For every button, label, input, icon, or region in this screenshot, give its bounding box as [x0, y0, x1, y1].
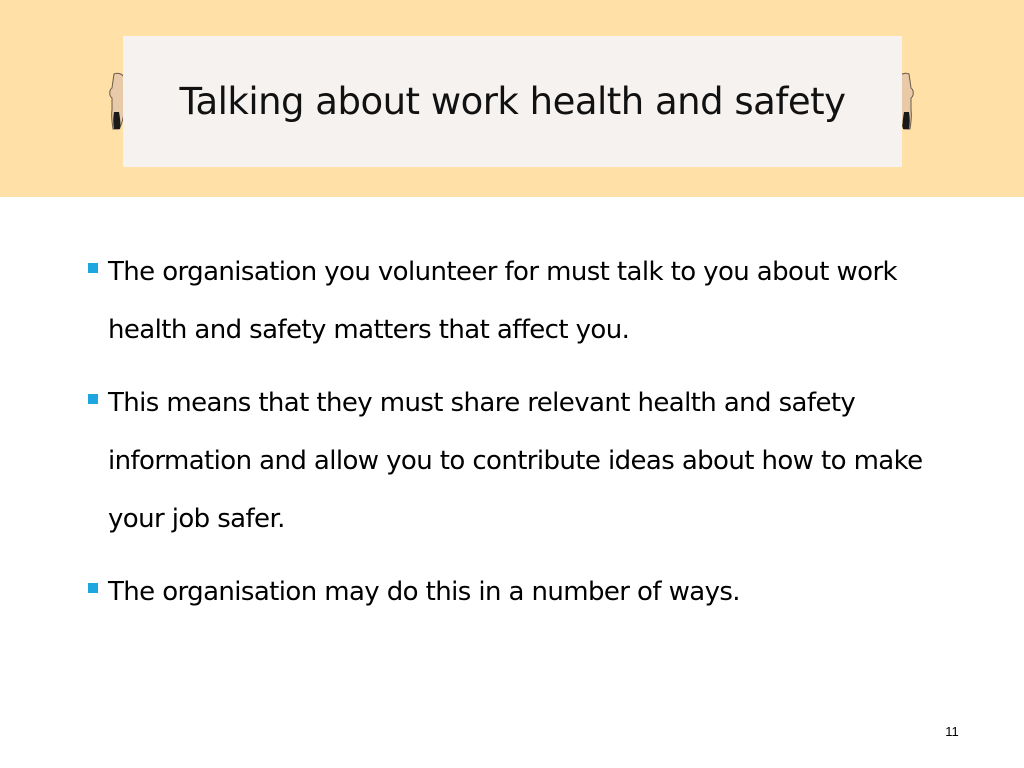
bullet-item: [88, 243, 968, 359]
square-bullet-icon: [88, 263, 98, 273]
bullet-item: [88, 563, 968, 621]
square-bullet-icon: [88, 394, 98, 404]
square-bullet-icon: [88, 583, 98, 593]
page-number: 11: [945, 724, 959, 739]
bullet-text: The organisation you volunteer for must talk to you about work health and safety matters that affect you.: [108, 257, 897, 345]
bullet-text: The organisation may do this in a number of ways.: [108, 577, 740, 607]
bullet-item: [88, 374, 968, 548]
bullet-list: [88, 243, 968, 636]
slide-title: Talking about work health and safety: [179, 80, 846, 123]
bullet-text: This means that they must share relevant health and safety information and allow you to contribute ideas about how to make your job safer.: [108, 388, 923, 534]
